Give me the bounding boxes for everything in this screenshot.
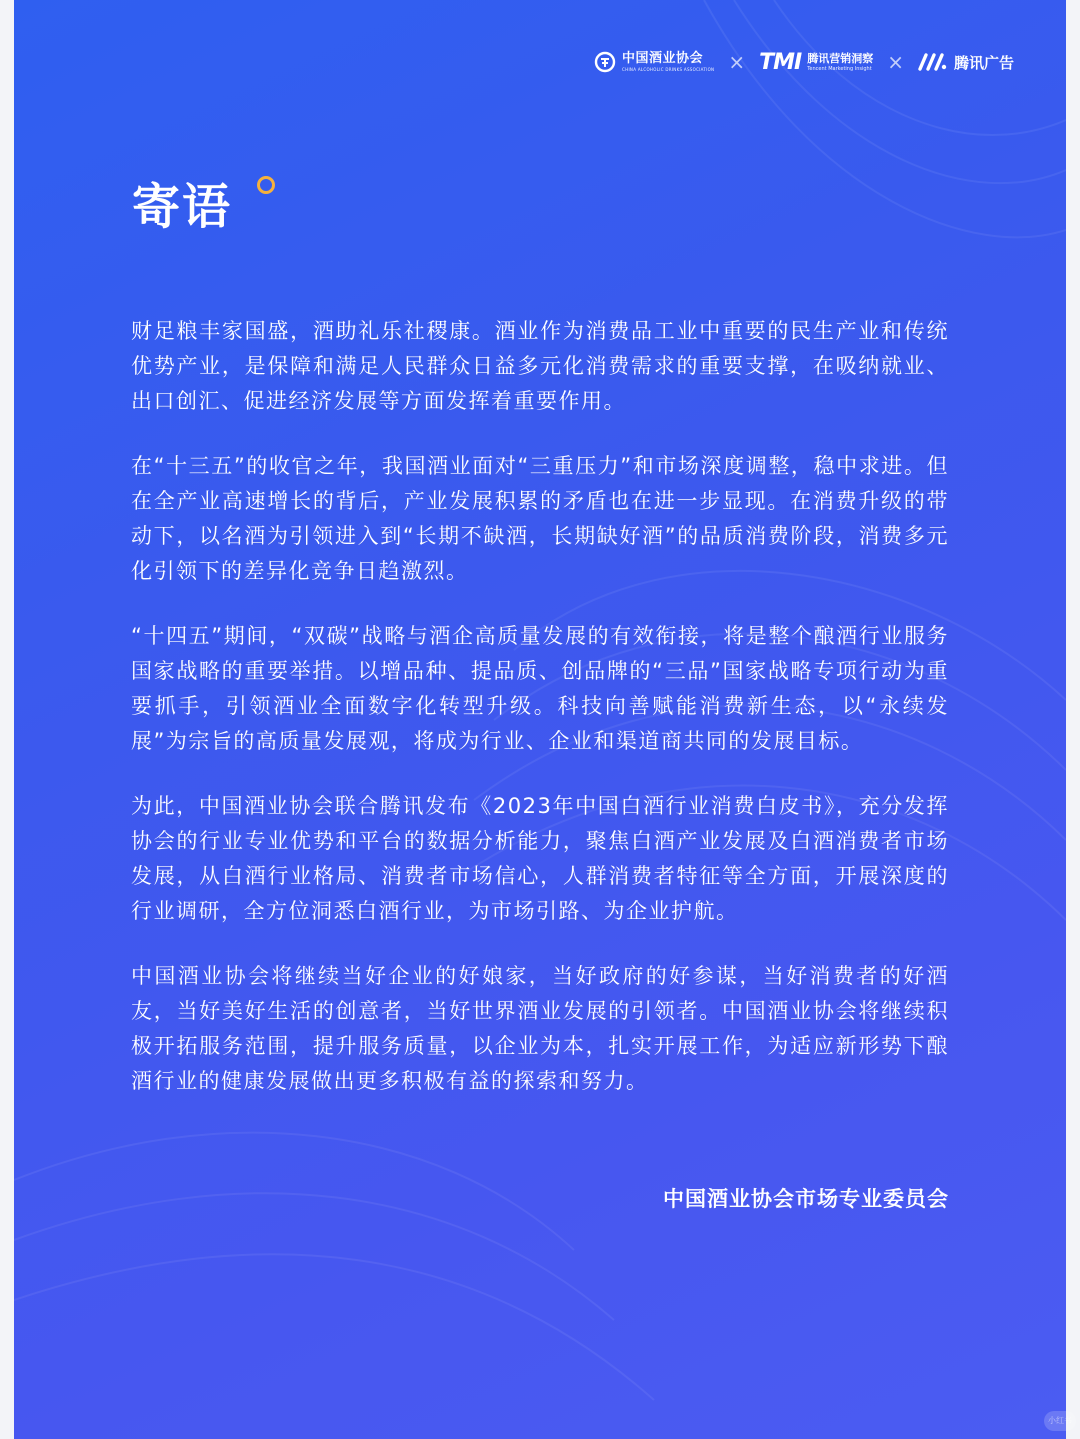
logo2-name: 腾讯营销洞察 <box>807 51 874 65</box>
paragraph: 在“十三五”的收官之年，我国酒业面对“三重压力”和市场深度调整，稳中求进。但在全产业高速增长的背后，产业发展积累的矛盾也在进一步显现。在消费升级的带动下，以名酒为引领进入到“长期不缺酒，长期缺好酒”的品质消费阶段，消费多元化引领下的差异化竞争日趋激烈。 <box>131 454 949 583</box>
page-title: 寄语 <box>132 179 233 235</box>
watermark: 小红书 <box>1044 1411 1076 1431</box>
paragraph: 为此，中国酒业协会联合腾讯发布《2023年中国白酒行业消费白皮书》，充分发挥协会的行业专业优势和平台的数据分析能力，聚焦白酒产业发展及白酒消费者市场发展，从白酒行业格局、消费者市场信心，人群消费者特征等全方面，开展深度的行业调研，全方位洞悉白酒行业，为市场引路、为企业护航。 <box>131 794 949 923</box>
title-accent-dot <box>257 176 275 194</box>
tencent-ads-logo <box>918 52 1014 73</box>
association-emblem-icon <box>594 51 616 73</box>
logo1-name: 中国酒业协会 <box>622 51 704 66</box>
logo1-subtitle: CHINA ALCOHOLIC DRINKS ASSOCIATION <box>622 67 715 72</box>
logo-separator: × <box>728 50 746 74</box>
logo3-name: 腾讯广告 <box>953 53 1014 72</box>
logo-separator: × <box>887 50 904 74</box>
tmi-mark: TMI <box>759 49 802 75</box>
paragraph: 财足粮丰家国盛，酒助礼乐社稷康。酒业作为消费品工业中重要的民生产业和传统优势产业，是保障和满足人民群众日益多元化消费需求的重要支撑，在吸纳就业、出口创汇、促进经济发展等方面发挥着重要作用。 <box>131 319 949 413</box>
logo2-subtitle: Tencent Marketing Insight <box>807 65 872 72</box>
tencent-ads-mark-icon <box>918 53 948 71</box>
document-page <box>14 0 1066 1439</box>
signature: 中国酒业协会市场专业委员会 <box>663 1187 949 1211</box>
paragraph: “十四五”期间，“双碳”战略与酒企高质量发展的有效衔接，将是整个酿酒行业服务国家战略的重要举措。以增品种、提品质、创品牌的“三品”国家战略专项行动为重要抓手，引领酒业全面数字化转型升级。科技向善赋能消费新生态，以“永续发展”为宗旨的高质量发展观，将成为行业、企业和渠道商共同的发展目标。 <box>131 624 949 753</box>
header-logos <box>594 44 1014 80</box>
message-body <box>131 314 949 1129</box>
china-alcoholic-drinks-association-logo <box>594 51 714 73</box>
paragraph: 中国酒业协会将继续当好企业的好娘家，当好政府的好参谋，当好消费者的好酒友，当好美好生活的创意者，当好世界酒业发展的引领者。中国酒业协会将继续积极开拓服务范围，提升服务质量，以企业为本，扎实开展工作，为适应新形势下酿酒行业的健康发展做出更多积极有益的探索和努力。 <box>131 964 949 1093</box>
tencent-marketing-insight-logo <box>759 50 873 75</box>
